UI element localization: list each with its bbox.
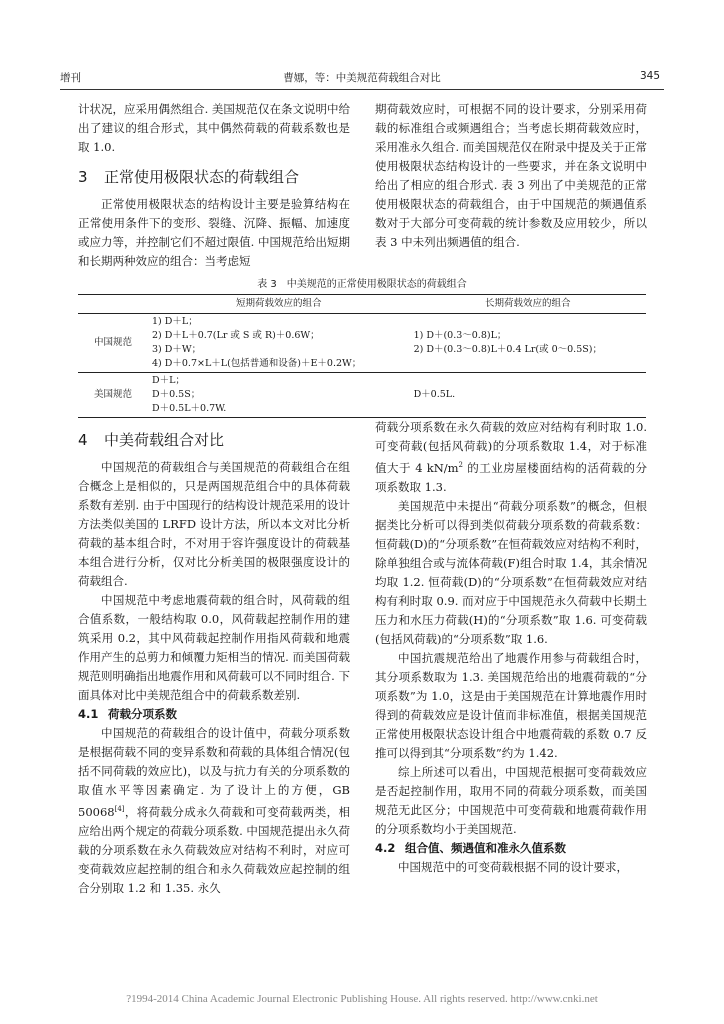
paragraph: 期荷载效应时，可根据不同的设计要求，分别采用荷载的标准组合或频遇组合；当考虑长期荷载效应时，采用准永久组合. 而美国规范仅在附录中提及关于正常使用极限状态结构设计的一些要求，并在条文说明中给出了相应的组合形式. 表 3 列出了中美规范的正常使用极限状态的荷载组合，由于中国规范的频遇值系数对于大部分可变荷载的统计参数及应用较少，所以表 3 中未列出频遇值的组合.: [375, 102, 647, 249]
combination-line: 2) D＋(0.3～0.8)L＋0.4 Lr(或 0～0.5S)；: [413, 344, 602, 355]
section-number: 4: [78, 431, 88, 449]
section-3-heading: [78, 167, 350, 187]
header-blank: [78, 295, 148, 314]
section-4-heading: [78, 430, 350, 450]
bottom-left-column: [78, 420, 350, 898]
subsection-4-2-heading: [375, 839, 647, 858]
paragraph: [78, 724, 350, 898]
page-number: 345: [639, 70, 660, 82]
combination-line: 1) D＋L；: [152, 316, 198, 327]
top-right-column: [375, 100, 647, 252]
paragraph: 综上所述可以看出，中国规范根据可变荷载效应是否起控制作用，取用不同的荷载分项系数，而美国规范无此区分；中国规范中可变荷载和地震荷载作用的分项系数均小于美国规范.: [375, 764, 647, 836]
combination-line: 4) D＋0.7×L＋L(包括普通和设备)＋E＋0.2W；: [152, 358, 362, 369]
top-left-column: [78, 100, 350, 271]
header-long-term: 长期荷载效应的组合: [410, 295, 646, 314]
us-label: 美国规范: [78, 373, 148, 418]
paragraph: 正常使用极限状态的结构设计主要是验算结构在正常使用条件下的变形、裂缝、沉降、振幅、加速度或应力等，并控制它们不超过限值. 中国规范给出短期和长期两种效应的组合：当考虑短: [78, 197, 350, 268]
load-combination-table: [78, 294, 646, 418]
section-title: 中美荷载组合对比: [104, 431, 225, 449]
combination-line: D＋L；: [152, 375, 185, 386]
section-number: 3: [78, 168, 88, 186]
combination-line: D＋0.5L＋0.7W.: [152, 403, 227, 414]
paragraph: 中国抗震规范给出了地震作用参与荷载组合时，其分项系数取为 1.3. 美国规范给出的地震荷载的“分项系数”为 1.0，这是由于美国规范在计算地震作用时得到的荷载效应是设计值而非标准值，根据美国规范正常使用极限状态设计组合中地震荷载的系数 0.7 反推可以得到其“分项系数”约为 1.42.: [375, 650, 647, 760]
paragraph: 计状况，应采用偶然组合. 美国规范仅在条文说明中给出了建议的组合形式，其中偶然荷载的荷载系数也是取 1.0.: [78, 102, 350, 154]
text-run: 的工业房屋楼面结构的活荷载的分项系数取 1.3.: [375, 460, 647, 494]
combination-line: 3) D＋W；: [152, 344, 202, 355]
table-caption: 表 3 中美规范的正常使用极限状态的荷载组合: [257, 279, 467, 290]
text-run: 中国规范的荷载组合的设计值中，荷载分项系数是根据荷载不同的变异系数和荷载的具体组合情况(包括不同荷载的效应比)，以及与抗力有关的分项系数的取值水平等因素确定. 为了设计上的方便，GB 50068: [78, 726, 350, 819]
text-run: ，将荷载分成永久荷载和可变荷载两类，相应给出两个规定的荷载分项系数. 中国规范提出永久荷载的分项系数在永久荷载效应对结构不利时，对应可变荷载效应起控制的组合和永久荷载效应起控制的组合分别取 1.2 和 1.35. 永久: [78, 804, 350, 895]
table-header-row: [78, 295, 646, 314]
paragraph: 中国规范中的可变荷载根据不同的设计要求，: [398, 859, 628, 874]
china-label: 中国规范: [93, 337, 132, 348]
copyright-footer: ?1994-2014 China Academic Journal Electronic Publishing House. All rights reserved. http://www.cnki.net: [126, 993, 598, 1005]
unit-exponent: 2: [458, 461, 464, 469]
header-short-term: 短期荷载效应的组合: [148, 295, 410, 314]
running-header: [60, 70, 664, 86]
subsection-number: 4.1: [78, 707, 99, 721]
header-title: 曹娜，等：中美规范荷载组合对比: [283, 72, 441, 84]
subsection-title: 荷载分项系数: [108, 707, 177, 721]
table-3: [78, 275, 646, 418]
paragraph: 中国规范的荷载组合与美国规范的荷载组合在组合概念上是相似的，只是两国规范组合中的具体荷载系数有差别. 由于中国现行的结构设计规范采用的设计方法类似美国的 LRFD 设计方法，所以本文对比分析荷载的基本组合时，不对用于容许强度设计的荷载基本组合进行分析，仅对比分析美国的极限强度设计的荷载组合.: [78, 460, 350, 588]
combination-line: 2) D＋L＋0.7(Lr 或 S 或 R)＋0.6W；: [152, 330, 320, 341]
table-row-china: [78, 314, 646, 373]
subsection-4-1-heading: [78, 705, 350, 724]
header-rule: [60, 89, 664, 90]
us-short-cell: [148, 373, 410, 418]
paragraph: 中国规范中考虑地震荷载的组合时，风荷载的组合值系数，一般结构取 0.0，风荷载起控制作用的建筑采用 0.2，其中风荷载起控制作用指风荷载和地震作用产生的总剪力和倾覆力矩相当的情况. 而美国荷载规范则明确指出地震作用和风荷载可以不同时组合. 下面具体对比中美规范组合中的荷载系数差别.: [78, 593, 350, 702]
paragraph: [375, 418, 647, 497]
paragraph: 美国规范中未提出“荷载分项系数”的概念，但根据类比分析可以得到类似荷载分项系数的荷载系数：恒荷载(D)的“分项系数”在恒荷载效应对结构不利时，除单独组合或与流体荷载(F)组合时取 1.4，其余情况均取 1.2. 恒荷载(D)的“分项系数”在恒荷载效应对结构有利时取 0.9. 而对应于中国规范永久荷载中长期土压力和水压力荷载(H)的“分项系数”取 1.6. 可变荷载(包括风荷载)的“分项系数”取 1.6.: [375, 498, 647, 646]
citation-ref: [4]: [114, 805, 125, 813]
china-long-cell: [410, 314, 646, 373]
us-long-cell: [410, 373, 646, 418]
china-short-cell: [148, 314, 410, 373]
combination-line: 1) D＋(0.3～0.8)L；: [413, 330, 507, 341]
combination-line: D＋0.5L.: [413, 389, 456, 400]
subsection-title: 组合值、频遇值和准永久值系数: [405, 840, 566, 855]
header-left: 增刊: [60, 72, 81, 84]
combination-line: D＋0.5S；: [152, 389, 201, 400]
text-run: 荷载分项系数在永久荷载的效应对结构有利时取 1.0. 可变荷载(包括风荷载)的分项系数取 1.4，对于标准值大于 4 kN/m: [375, 420, 647, 475]
table-row-us: [78, 373, 646, 418]
bottom-right-column: [375, 418, 647, 877]
section-title: 正常使用极限状态的荷载组合: [104, 168, 300, 186]
subsection-number: 4.2: [375, 840, 396, 855]
